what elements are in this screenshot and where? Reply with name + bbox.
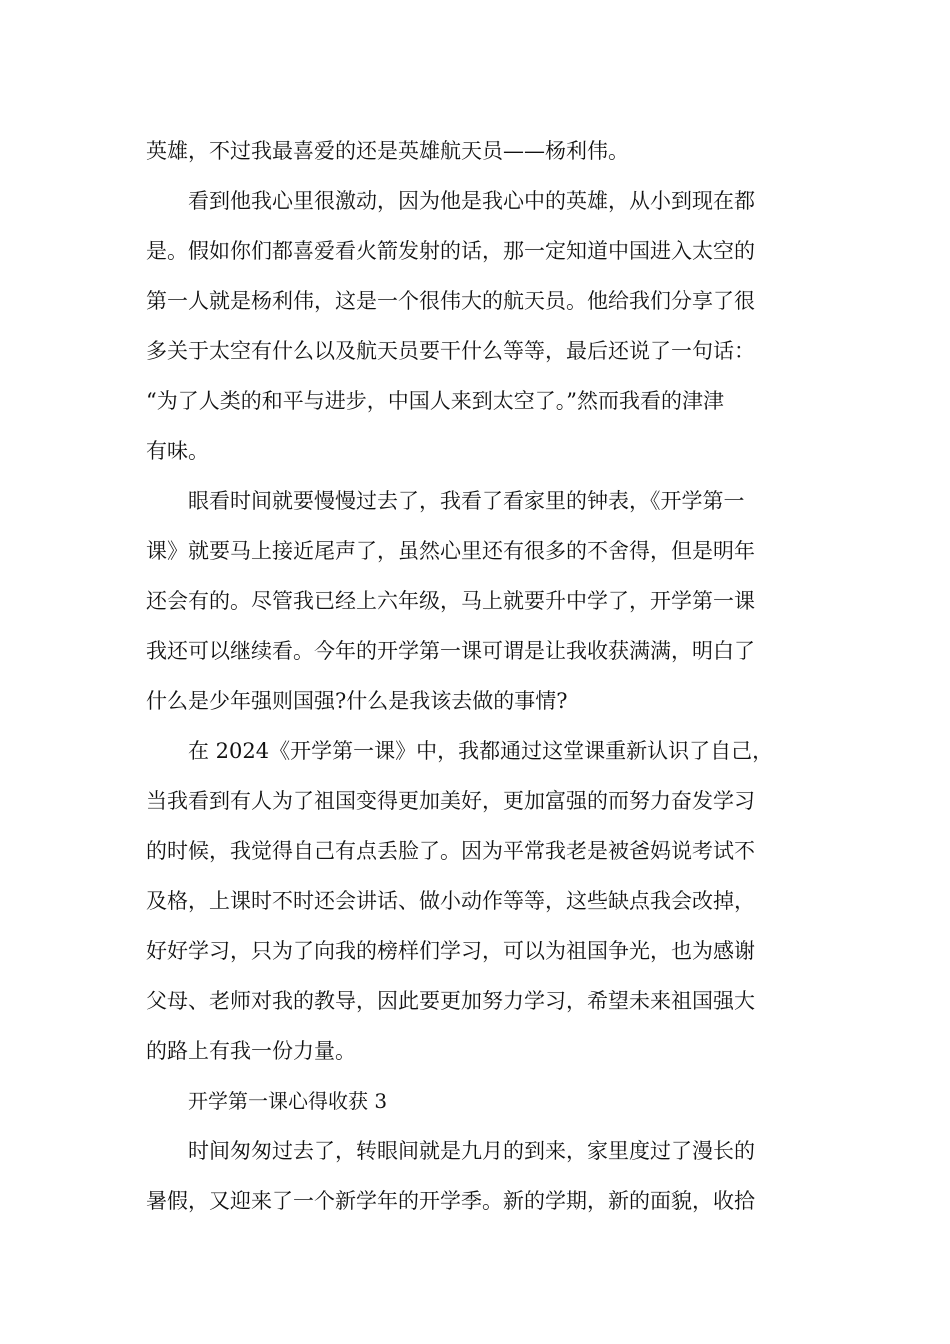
- paragraph-start: 在 2024《开学第一课》中，我都通过这堂课重新认识了自己，: [188, 739, 774, 763]
- paragraph-start: 看到他我心里很激动，因为他是我心中的英雄，从小到现在都: [188, 189, 755, 213]
- text-line: 的路上有我一份力量。: [146, 1039, 356, 1063]
- section-heading: 开学第一课心得收获 3: [188, 1089, 388, 1113]
- text-line: 的时候，我觉得自己有点丢脸了。因为平常我老是被爸妈说考试不: [146, 839, 755, 863]
- text-line: 是。假如你们都喜爱看火箭发射的话，那一定知道中国进入太空的: [146, 239, 755, 263]
- text-line: 我还可以继续看。今年的开学第一课可谓是让我收获满满，明白了: [146, 639, 755, 663]
- paragraph-start: 眼看时间就要慢慢过去了，我看了看家里的钟表，《开学第一: [188, 489, 745, 513]
- text-line: 第一人就是杨利伟，这是一个很伟大的航天员。他给我们分享了很: [146, 289, 755, 313]
- text-line: 暑假，又迎来了一个新学年的开学季。新的学期，新的面貌，收拾: [146, 1189, 755, 1213]
- text-line: 还会有的。尽管我已经上六年级，马上就要升中学了，开学第一课: [146, 589, 755, 613]
- text-line: 多关于太空有什么以及航天员要干什么等等，最后还说了一句话：: [146, 339, 755, 363]
- text-line: 有味。: [146, 439, 209, 463]
- paragraph-start: 时间匆匆过去了，转眼间就是九月的到来，家里度过了漫长的: [188, 1139, 755, 1163]
- text-line: 什么是少年强则国强?什么是我该去做的事情?: [146, 689, 568, 713]
- text-line: 及格，上课时不时还会讲话、做小动作等等，这些缺点我会改掉，: [146, 889, 755, 913]
- document-body: [146, 126, 806, 1226]
- text-line: 父母、老师对我的教导，因此要更加努力学习，希望未来祖国强大: [146, 989, 755, 1013]
- text-line: 当我看到有人为了祖国变得更加美好，更加富强的而努力奋发学习: [146, 789, 755, 813]
- text-line: “为了人类的和平与进步，中国人来到太空了。”然而我看的津津: [146, 389, 724, 413]
- text-line: 英雄，不过我最喜爱的还是英雄航天员——杨利伟。: [146, 139, 629, 163]
- text-line: 课》就要马上接近尾声了，虽然心里还有很多的不舍得，但是明年: [146, 539, 755, 563]
- text-line: 好好学习，只为了向我的榜样们学习，可以为祖国争光，也为感谢: [146, 939, 755, 963]
